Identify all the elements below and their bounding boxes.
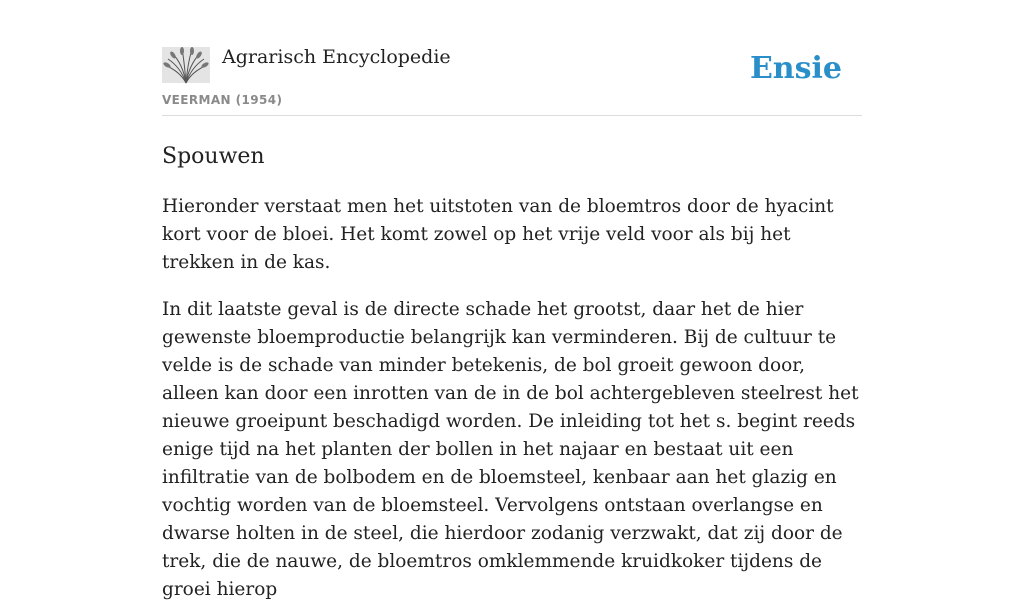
main-content [162,0,862,604]
ensie-logo-link[interactable]: Ensie [749,51,842,86]
article-paragraph: In dit laatste geval is de directe schade het grootst, daar het de hier gewenste bloemproductie belangrijk kan verminderen. Bij de cultuur te velde is de schade van minder betekenis, de bol groeit gewoon door, alleen kan door een inrotten van de in de bol achtergebleven steelrest het nieuwe groeipunt beschadigd worden. De inleiding tot het s. begint reeds enige tijd na het planten der bollen in het najaar en bestaat uit een infiltratie van de bolbodem en de bloemsteel, kenbaar aan het glazig en vochtig worden van de bloemsteel. Vervolgens ontstaan overlangse en dwarse holten in de steel, die hierdoor zodanig verzwakt, dat zij door de trek, die de nauwe, de bloemtros omklemmende kruidkoker tijdens de groei hierop [162,299,859,600]
article-paragraph: Hieronder verstaat men het uitstoten van de bloemtros door de hyacint kort voor de bloei. Het komt zowel op het vrije veld voor als bij het trekken in de kas. [162,196,834,273]
publication-title[interactable]: Agrarisch Encyclopedie [222,46,451,68]
publication-logo-icon[interactable] [162,47,210,83]
publication-meta: VEERMAN (1954) [162,93,283,107]
publication-header [162,0,862,116]
article-title: Spouwen [162,144,265,169]
